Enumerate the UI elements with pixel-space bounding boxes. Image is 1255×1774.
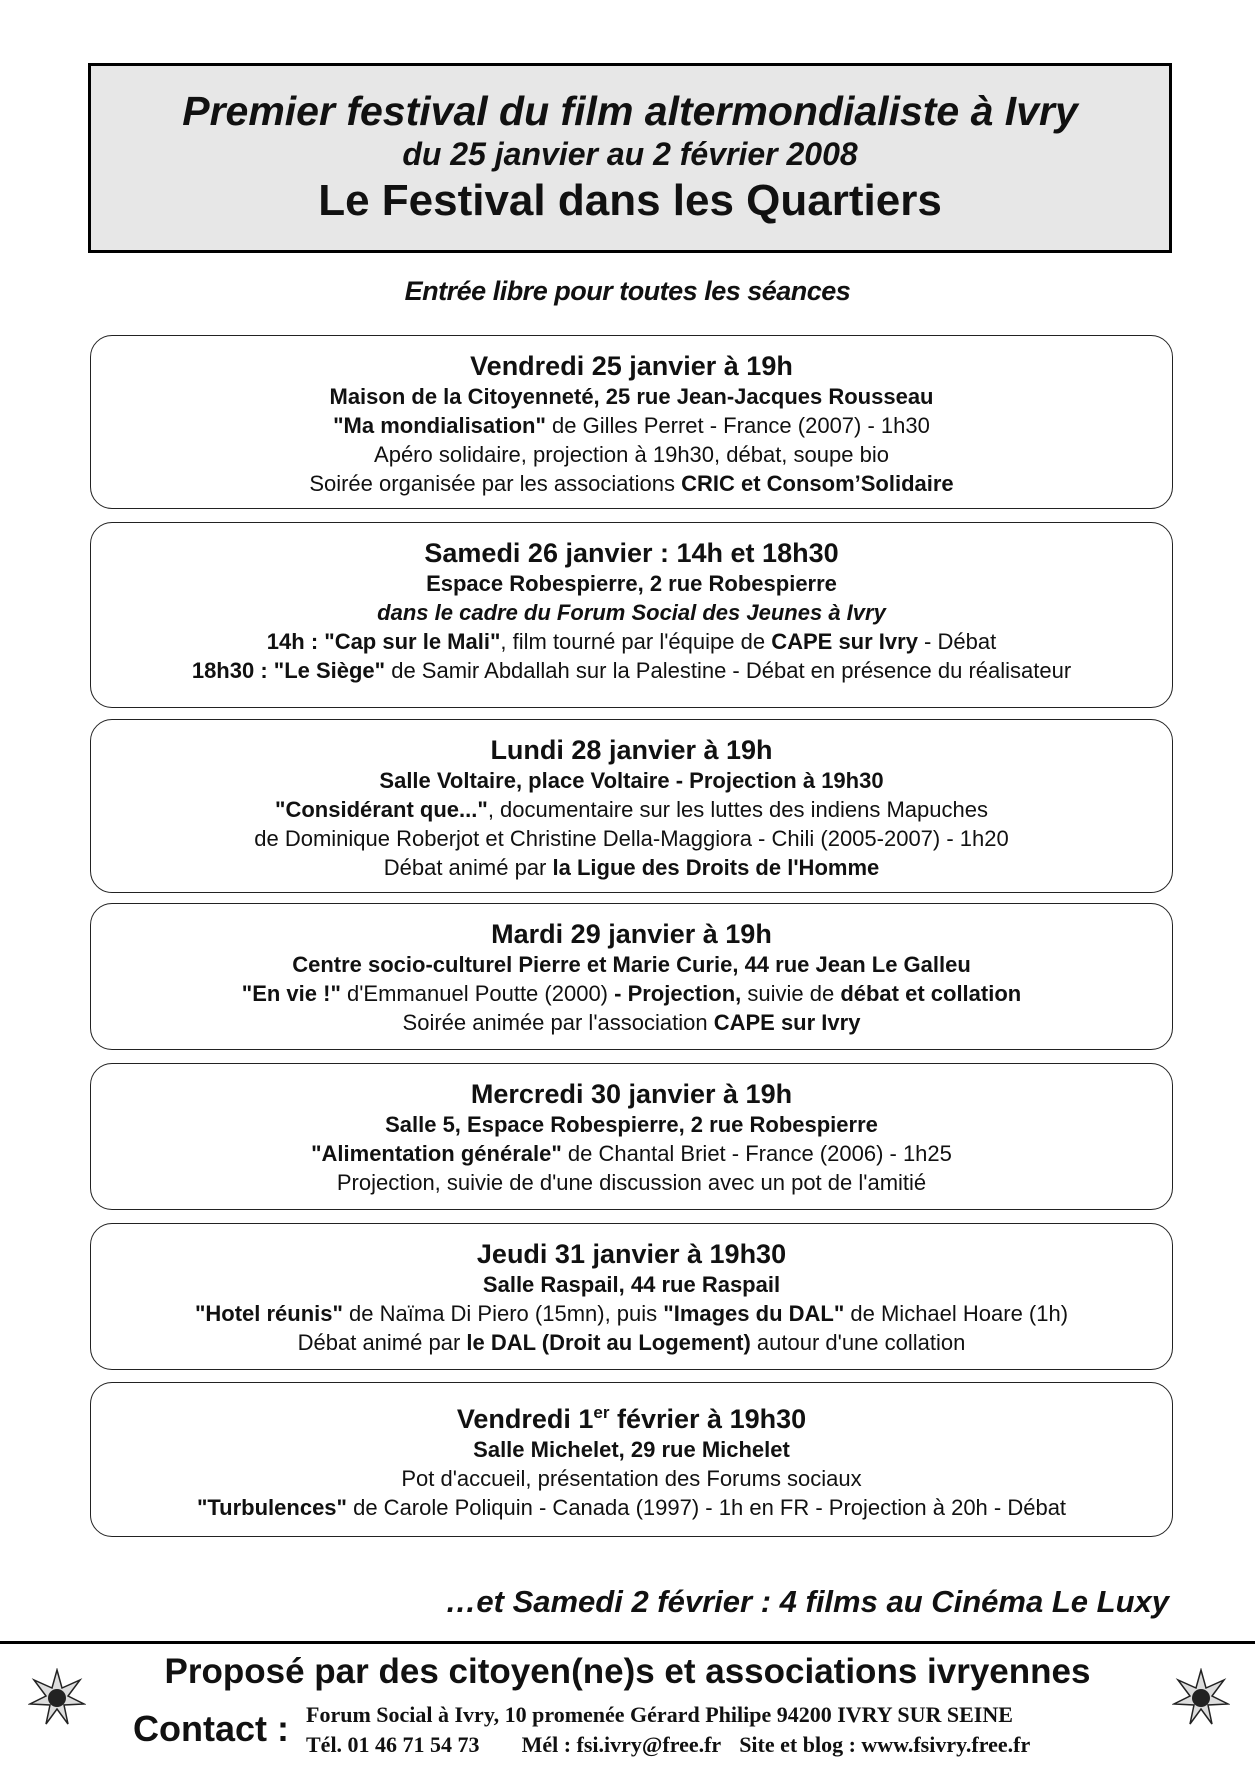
event-line-segment: de Chantal Briet - France (2006) - 1h25 xyxy=(561,1141,952,1166)
closing-line: …et Samedi 2 février : 4 films au Cinéma Le Luxy xyxy=(445,1584,1169,1619)
festival-dates: du 25 janvier au 2 février 2008 xyxy=(402,136,858,172)
event-title-text: Jeudi 31 janvier à 19h30 xyxy=(476,1239,787,1269)
event-line xyxy=(91,1139,1172,1168)
event-line-segment: - Débat xyxy=(917,629,997,654)
event-box xyxy=(90,522,1173,708)
event-line-segment: Apéro solidaire, projection à 19h30, débat, soupe bio xyxy=(374,442,889,467)
event-line-segment: "Ma mondialisation" xyxy=(333,413,546,438)
event-line-segment: Maison de la Citoyenneté, 25 rue Jean-Jacques Rousseau xyxy=(329,384,934,409)
event-line xyxy=(91,382,1172,411)
event-line xyxy=(91,1328,1172,1357)
event-line-segment: Centre socio-culturel Pierre et Marie Curie, 44 rue Jean Le Galleu xyxy=(292,952,971,977)
event-line-segment: - Projection, xyxy=(614,981,742,1006)
event-title xyxy=(91,537,1172,569)
festival-header xyxy=(88,63,1172,253)
event-line xyxy=(91,766,1172,795)
event-line-segment: Soirée animée par l'association xyxy=(402,1010,714,1035)
event-title xyxy=(91,1397,1172,1435)
event-title xyxy=(91,350,1172,382)
event-title-superscript: er xyxy=(593,1403,610,1422)
event-line-segment: Espace Robespierre, 2 rue Robespierre xyxy=(426,571,837,596)
event-line-segment: CAPE sur Ivry xyxy=(713,1010,861,1035)
event-title-text: Mardi 29 janvier à 19h xyxy=(491,919,772,949)
festival-subtitle: Le Festival dans les Quartiers xyxy=(318,176,942,225)
event-line xyxy=(91,795,1172,824)
event-box xyxy=(90,1063,1173,1210)
event-line xyxy=(91,1299,1172,1328)
event-line-segment: la Ligue des Droits de l'Homme xyxy=(552,855,880,880)
event-line xyxy=(91,569,1172,598)
event-box xyxy=(90,1382,1173,1537)
contact-phone: Tél. 01 46 71 54 73 xyxy=(306,1732,480,1757)
event-line-segment: Salle Raspail, 44 rue Raspail xyxy=(482,1272,781,1297)
event-line-segment: "Considérant que..." xyxy=(275,797,488,822)
event-title xyxy=(91,1078,1172,1110)
footer-proposed-by: Proposé par des citoyen(ne)s et associations ivryennes xyxy=(164,1652,1091,1691)
event-line-segment: "Alimentation générale" xyxy=(311,1141,562,1166)
event-line xyxy=(91,1110,1172,1139)
event-line xyxy=(91,469,1172,498)
event-line-segment: "En vie !" xyxy=(241,981,341,1006)
event-box xyxy=(90,1223,1173,1370)
contact-label: Contact : xyxy=(133,1708,289,1749)
contact-email[interactable]: Mél : fsi.ivry@free.fr xyxy=(521,1732,722,1757)
contact-address: Forum Social à Ivry, 10 promenée Gérard Philipe 94200 IVRY SUR SEINE xyxy=(306,1702,1013,1727)
event-line xyxy=(91,598,1172,627)
event-title-text: Vendredi 1 xyxy=(456,1404,594,1434)
event-line-segment: "Hotel réunis" xyxy=(194,1301,343,1326)
event-line xyxy=(91,950,1172,979)
event-line-segment: CAPE sur Ivry xyxy=(771,629,918,654)
event-line-segment: de Naïma Di Piero (15mn), puis xyxy=(342,1301,664,1326)
event-line xyxy=(91,1493,1172,1522)
event-line-segment: de Samir Abdallah sur la Palestine - Débat en présence du réalisateur xyxy=(385,658,1072,683)
contact-info xyxy=(306,1700,1030,1760)
event-line-segment: "Turbulences" xyxy=(196,1495,347,1520)
event-line-segment: débat et collation xyxy=(840,981,1022,1006)
event-line xyxy=(91,853,1172,882)
event-line-segment: le DAL (Droit au Logement) xyxy=(466,1330,751,1355)
footer-divider xyxy=(0,1641,1255,1644)
event-line-segment: dans le cadre du Forum Social des Jeunes à Ivry xyxy=(377,600,886,625)
free-entry-notice: Entrée libre pour toutes les séances xyxy=(404,276,851,306)
event-line-segment: Projection, suivie de d'une discussion avec un pot de l'amitié xyxy=(336,1170,927,1195)
event-line-segment: de Michael Hoare (1h) xyxy=(844,1301,1069,1326)
event-line-segment: Salle Michelet, 29 rue Michelet xyxy=(473,1437,790,1462)
event-line-segment: d'Emmanuel Poutte (2000) xyxy=(340,981,615,1006)
event-line xyxy=(91,824,1172,853)
event-title-text: Samedi 26 janvier : 14h et 18h30 xyxy=(424,538,839,568)
event-line xyxy=(91,1464,1172,1493)
event-title-rest: février à 19h30 xyxy=(609,1404,807,1434)
event-line xyxy=(91,1270,1172,1299)
event-line xyxy=(91,440,1172,469)
event-line-segment: Salle Voltaire, place Voltaire - Projection à 19h30 xyxy=(379,768,884,793)
event-title xyxy=(91,1238,1172,1270)
event-line xyxy=(91,1435,1172,1464)
event-line xyxy=(91,411,1172,440)
event-line-segment: Pot d'accueil, présentation des Forums sociaux xyxy=(401,1466,862,1491)
event-line xyxy=(91,656,1172,685)
event-box xyxy=(90,335,1173,509)
event-line xyxy=(91,1008,1172,1037)
event-line-segment: , documentaire sur les luttes des indiens Mapuches xyxy=(487,797,988,822)
event-line-segment: de Dominique Roberjot et Christine Della-Maggiora - Chili (2005-2007) - 1h20 xyxy=(254,826,1009,851)
contact-details-line xyxy=(306,1730,1030,1760)
event-line-segment: autour d'une collation xyxy=(750,1330,966,1355)
event-line-segment: Débat animé par xyxy=(297,1330,467,1355)
event-box xyxy=(90,903,1173,1050)
event-line-segment: CRIC et Consom’Solidaire xyxy=(681,471,954,496)
event-line-segment: 14h : "Cap sur le Mali" xyxy=(266,629,501,654)
event-line-segment: suivie de xyxy=(741,981,841,1006)
event-line xyxy=(91,979,1172,1008)
event-line-segment: Débat animé par xyxy=(383,855,553,880)
event-box xyxy=(90,719,1173,893)
event-title-text: Mercredi 30 janvier à 19h xyxy=(470,1079,793,1109)
event-line-segment: de Carole Poliquin - Canada (1997) - 1h en FR - Projection à 20h - Débat xyxy=(346,1495,1067,1520)
event-line xyxy=(91,627,1172,656)
event-title xyxy=(91,918,1172,950)
event-line-segment: , film tourné par l'équipe de xyxy=(500,629,772,654)
event-line-segment: de Gilles Perret - France (2007) - 1h30 xyxy=(545,413,930,438)
event-title-text: Lundi 28 janvier à 19h xyxy=(490,735,773,765)
contact-website[interactable]: Site et blog : www.fsivry.free.fr xyxy=(739,1732,1031,1757)
event-title xyxy=(91,734,1172,766)
event-line-segment: Salle 5, Espace Robespierre, 2 rue Robespierre xyxy=(385,1112,878,1137)
event-line xyxy=(91,1168,1172,1197)
event-line-segment: Soirée organisée par les associations xyxy=(309,471,682,496)
event-title-text: Vendredi 25 janvier à 19h xyxy=(470,351,793,381)
event-line-segment: 18h30 : "Le Siège" xyxy=(191,658,386,683)
event-line-segment: "Images du DAL" xyxy=(663,1301,845,1326)
festival-title: Premier festival du film altermondialiste à Ivry xyxy=(182,88,1078,134)
